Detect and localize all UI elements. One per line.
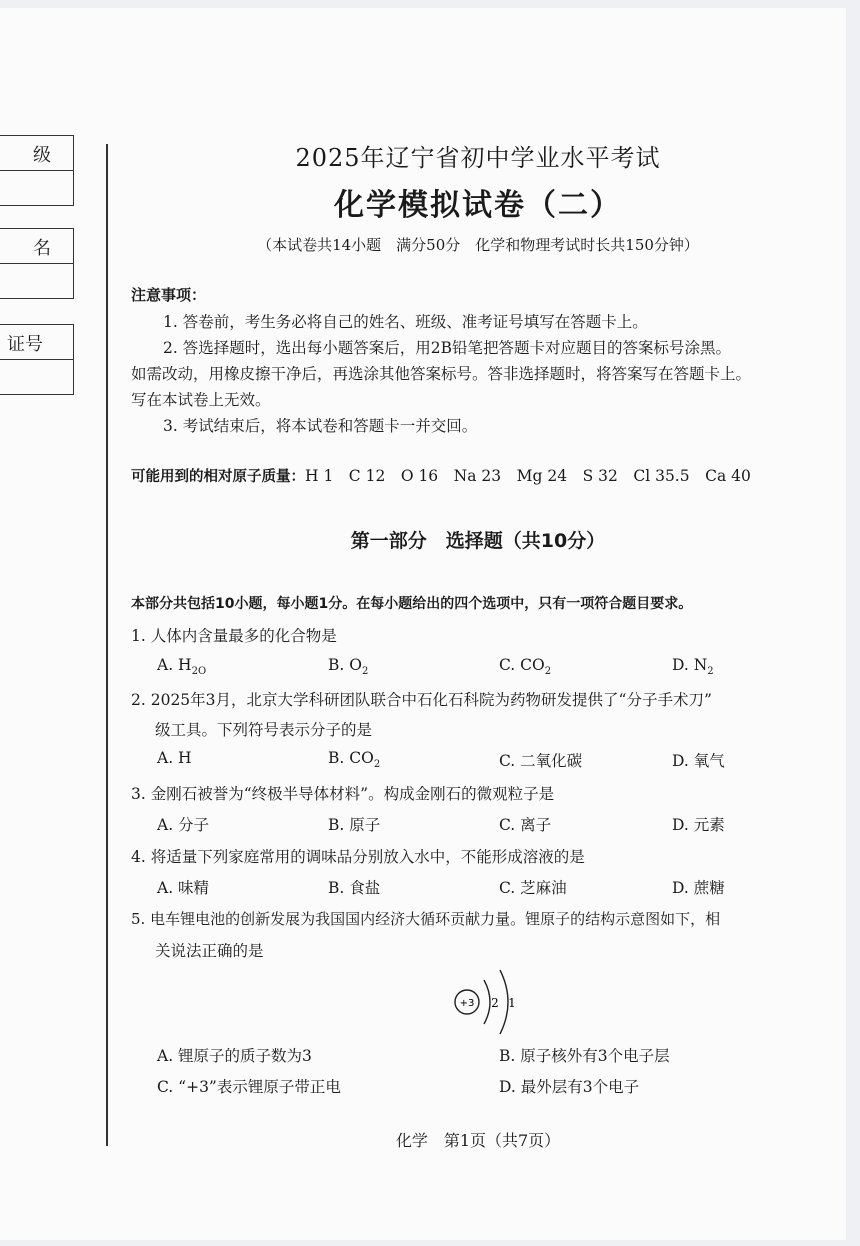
part1-title: 第一部分 选择题（共10分）	[350, 530, 606, 552]
q2-option-a[interactable]: A. H	[157, 749, 192, 767]
q3-option-b[interactable]: B. 原子	[328, 816, 381, 834]
electron-shell-1	[484, 980, 490, 1024]
question-4-stem: 4. 将适量下列家庭常用的调味品分别放入水中，不能形成溶液的是	[131, 848, 585, 866]
q1-option-b[interactable]: B. $O_2$	[328, 656, 369, 678]
exam-subtitle: （本试卷共14小题 满分50分 化学和物理考试时长共150分钟）	[257, 236, 699, 254]
q2-option-c[interactable]: C. 二氧化碳	[499, 752, 583, 770]
name-box	[0, 228, 74, 299]
shell-1-electrons: 2	[491, 996, 499, 1010]
q4-option-b[interactable]: B. 食盐	[328, 879, 381, 897]
q4-option-a[interactable]: A. 味精	[157, 879, 210, 897]
shell-2-electrons: 1	[508, 996, 516, 1010]
exam-number-field[interactable]	[0, 360, 73, 394]
notice-item-1: 1. 答卷前，考生务必将自己的姓名、班级、准考证号填写在答题卡上。	[163, 313, 648, 331]
lithium-atom-diagram	[448, 966, 528, 1038]
q5-option-a[interactable]: A. 锂原子的质子数为3	[157, 1047, 312, 1065]
class-box	[0, 135, 74, 206]
electron-shell-2	[500, 970, 508, 1034]
notice-heading: 注意事项：	[131, 286, 207, 304]
exam-page	[0, 8, 846, 1240]
question-1-stem: 1. 人体内含量最多的化合物是	[131, 627, 337, 645]
question-5-stem: 5. 电车锂电池的创新发展为我国国内经济大循环贡献力量。锂原子的结构示意图如下，相	[131, 910, 721, 928]
q3-option-d[interactable]: D. 元素	[672, 816, 725, 834]
q5-option-c[interactable]: C. “+3”表示锂原子带正电	[157, 1078, 341, 1096]
atomic-masses-values: H 1 C 12 O 16 Na 23 Mg 24 S 32 Cl 35.5 Ca 40	[305, 467, 751, 485]
q2-option-b[interactable]: B. $CO_2$	[328, 749, 381, 771]
q1-option-c[interactable]: C. $CO_2$	[499, 656, 552, 678]
q1-option-a[interactable]: A. $H_{2O}$	[157, 656, 207, 678]
q2-option-d[interactable]: D. 氧气	[672, 752, 725, 770]
name-field[interactable]	[0, 264, 73, 298]
binding-line	[106, 144, 108, 1146]
q4-option-c[interactable]: C. 芝麻油	[499, 879, 567, 897]
notice-item-2: 2. 答选择题时，选出每小题答案后，用2B铅笔把答题卡对应题目的答案标号涂黑。	[163, 339, 731, 357]
q4-option-d[interactable]: D. 蔗糖	[672, 879, 725, 897]
question-2-stem: 2. 2025年3月，北京大学科研团队联合中石化石科院为药物研发提供了“分子手术刀”	[131, 691, 712, 709]
class-label: 级	[33, 145, 51, 166]
q5-option-d[interactable]: D. 最外层有3个电子	[499, 1078, 640, 1096]
page-title: 化学模拟试卷（二）	[334, 188, 622, 223]
atomic-masses	[131, 464, 751, 486]
exam-name: 2025年辽宁省初中学业水平考试	[295, 144, 661, 172]
question-5-stem-cont: 关说法正确的是	[155, 942, 264, 960]
q1-option-d[interactable]: D. $N_2$	[672, 656, 714, 678]
part1-intro: 本部分共包括10小题，每小题1分。在每小题给出的四个选项中，只有一项符合题目要求。	[131, 596, 693, 612]
question-3-stem: 3. 金刚石被誉为“终极半导体材料”。构成金刚石的微观粒子是	[131, 785, 555, 803]
name-label: 名	[33, 238, 51, 259]
exam-number-label: 证号	[7, 334, 43, 355]
notice-item-2-cont: 如需改动，用橡皮擦干净后，再选涂其他答案标号。答非选择题时，将答案写在答题卡上。	[131, 365, 752, 383]
atomic-masses-label: 可能用到的相对原子质量：	[131, 469, 305, 485]
notice-item-2-cont2: 写在本试卷上无效。	[131, 391, 271, 409]
question-2-stem-cont: 级工具。下列符号表示分子的是	[155, 721, 373, 739]
notice-item-3: 3. 考试结束后，将本试卷和答题卡一并交回。	[163, 417, 478, 435]
q5-option-b[interactable]: B. 原子核外有3个电子层	[499, 1047, 670, 1065]
q3-option-c[interactable]: C. 离子	[499, 816, 552, 834]
exam-number-box	[0, 324, 74, 395]
page-footer: 化学 第1页（共7页）	[395, 1131, 561, 1150]
nucleus-charge: +3	[459, 998, 475, 1009]
class-field[interactable]	[0, 171, 73, 205]
q3-option-a[interactable]: A. 分子	[157, 816, 210, 834]
